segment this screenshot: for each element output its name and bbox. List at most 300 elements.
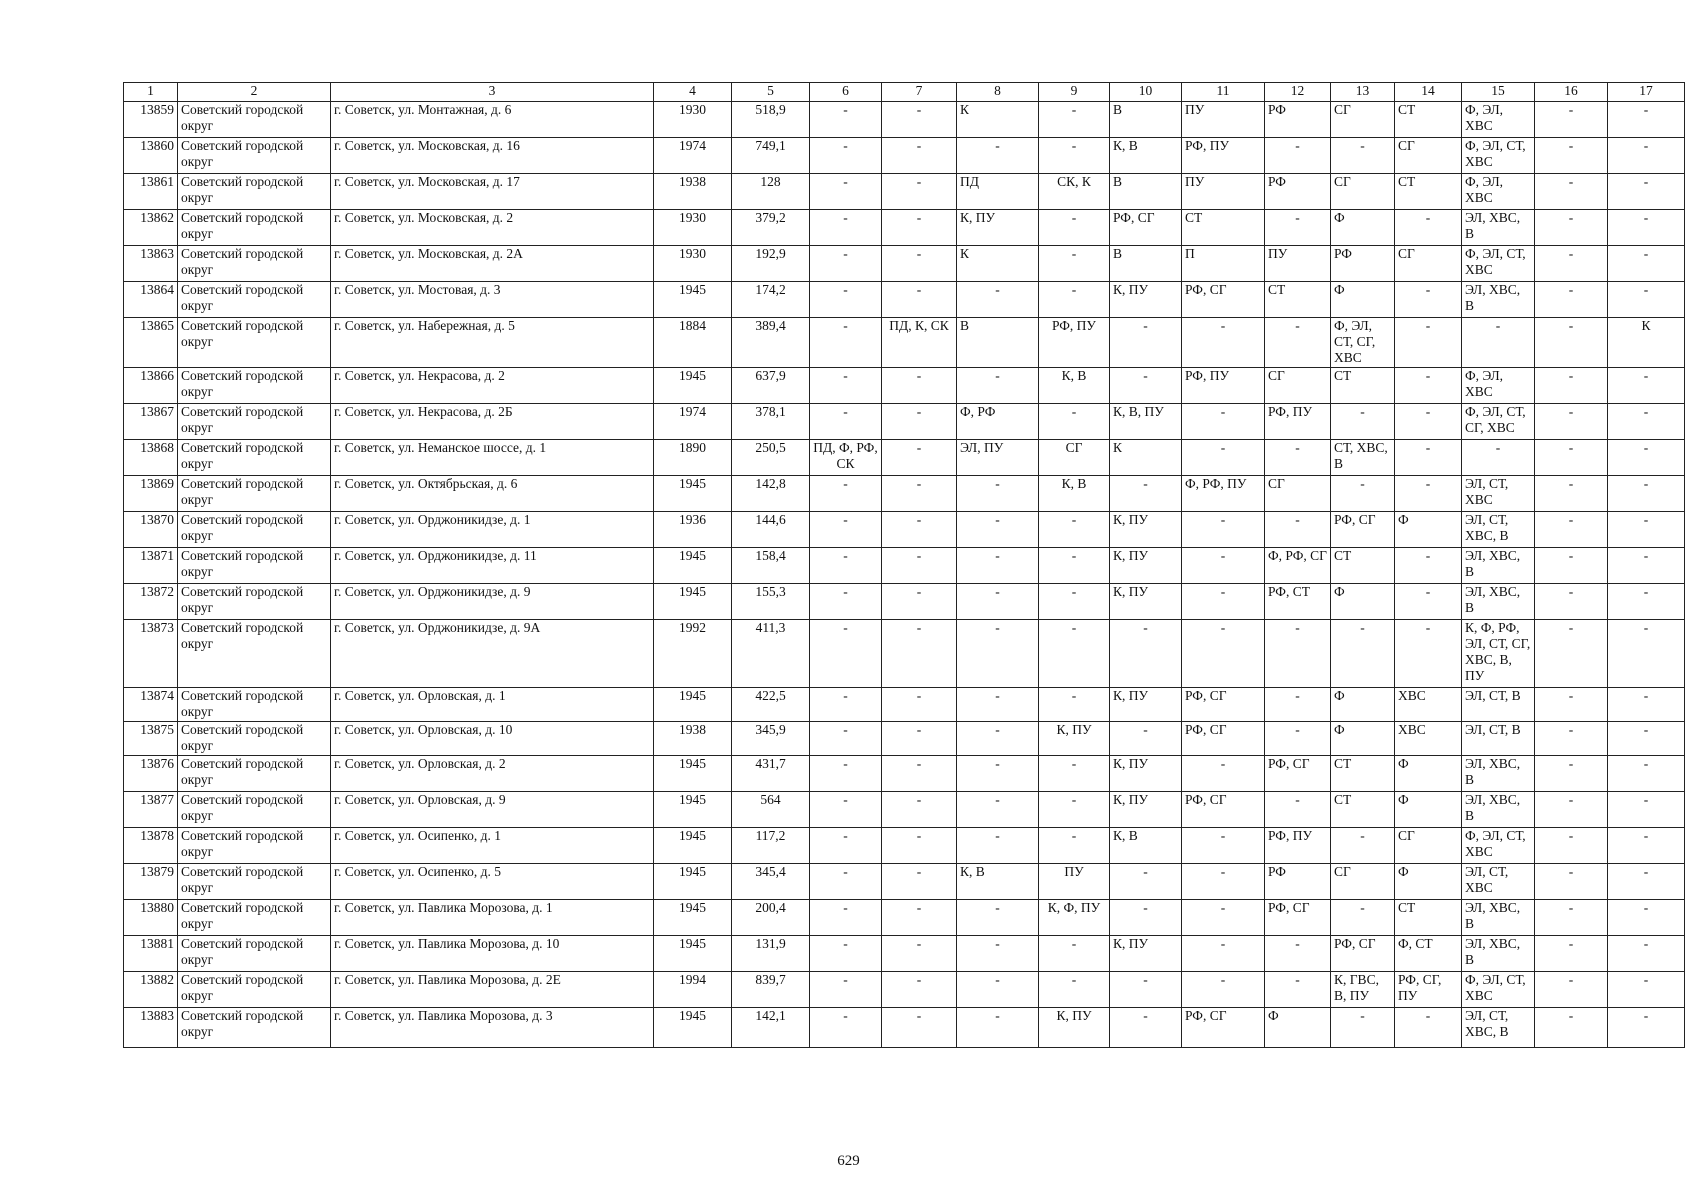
column-header: 4 xyxy=(654,83,732,102)
table-cell: - xyxy=(1535,900,1608,936)
table-cell: г. Советск, ул. Орджоникидзе, д. 9А xyxy=(331,620,654,688)
table-cell: ЭЛ, ХВС, В xyxy=(1462,900,1535,936)
table-cell: ЭЛ, ХВС, В xyxy=(1462,584,1535,620)
table-cell: 1945 xyxy=(654,282,732,318)
table-cell: г. Советск, ул. Павлика Морозова, д. 2Е xyxy=(331,972,654,1008)
table-cell: г. Советск, ул. Некрасова, д. 2Б xyxy=(331,404,654,440)
table-cell: - xyxy=(957,828,1039,864)
table-cell: 155,3 xyxy=(732,584,810,620)
table-cell: ПУ xyxy=(1182,174,1265,210)
table-cell: - xyxy=(1608,620,1685,688)
table-cell: 13869 xyxy=(124,476,178,512)
table-cell: - xyxy=(810,756,882,792)
table-cell: 1945 xyxy=(654,548,732,584)
table-cell: - xyxy=(1608,138,1685,174)
table-cell: К, В xyxy=(957,864,1039,900)
table-cell: 13865 xyxy=(124,318,178,368)
table-row xyxy=(124,210,1685,246)
table-row xyxy=(124,404,1685,440)
table-cell: - xyxy=(882,282,957,318)
table-cell: К, ПУ xyxy=(1110,512,1182,548)
table-cell: СТ xyxy=(1331,368,1395,404)
table-cell: - xyxy=(1039,792,1110,828)
table-cell: 1945 xyxy=(654,792,732,828)
table-cell: СГ xyxy=(1395,138,1462,174)
table-cell: Советский городской округ xyxy=(178,936,331,972)
table-cell: - xyxy=(1608,584,1685,620)
table-row xyxy=(124,620,1685,688)
column-header: 9 xyxy=(1039,83,1110,102)
table-cell: - xyxy=(1110,900,1182,936)
column-header: 5 xyxy=(732,83,810,102)
table-cell: - xyxy=(882,584,957,620)
table-cell: К, ПУ xyxy=(1110,688,1182,722)
table-cell: В xyxy=(957,318,1039,368)
table-cell: - xyxy=(957,282,1039,318)
table-cell: СТ xyxy=(1395,102,1462,138)
table-cell: РФ xyxy=(1265,102,1331,138)
table-row xyxy=(124,864,1685,900)
column-header: 14 xyxy=(1395,83,1462,102)
table-cell: - xyxy=(810,936,882,972)
table-cell: - xyxy=(1265,722,1331,756)
table-cell: К, ПУ xyxy=(1110,792,1182,828)
table-cell: г. Советск, ул. Орловская, д. 10 xyxy=(331,722,654,756)
table-cell: - xyxy=(810,246,882,282)
table-cell: Ф, СТ xyxy=(1395,936,1462,972)
table-cell: К xyxy=(957,102,1039,138)
table-header-row xyxy=(124,83,1685,102)
table-cell: 1930 xyxy=(654,102,732,138)
table-row xyxy=(124,548,1685,584)
table-cell: - xyxy=(1182,756,1265,792)
table-cell: РФ, СГ xyxy=(1331,936,1395,972)
table-cell: - xyxy=(1265,512,1331,548)
table-cell: СГ xyxy=(1039,440,1110,476)
table-cell: - xyxy=(957,476,1039,512)
table-cell: 1945 xyxy=(654,1008,732,1048)
table-cell: Советский городской округ xyxy=(178,318,331,368)
table-cell: - xyxy=(1039,282,1110,318)
table-cell: - xyxy=(1535,440,1608,476)
table-cell: РФ xyxy=(1331,246,1395,282)
table-cell: 13878 xyxy=(124,828,178,864)
table-cell: Ф, ЭЛ, СТ, ХВС xyxy=(1462,138,1535,174)
table-cell: - xyxy=(1608,722,1685,756)
table-cell: г. Советск, ул. Орджоникидзе, д. 9 xyxy=(331,584,654,620)
table-cell: - xyxy=(1608,792,1685,828)
table-cell: - xyxy=(1395,368,1462,404)
table-cell: - xyxy=(1039,828,1110,864)
table-cell: СТ xyxy=(1395,174,1462,210)
table-cell: РФ, ПУ xyxy=(1265,828,1331,864)
table-cell: 1930 xyxy=(654,246,732,282)
table-cell: - xyxy=(882,138,957,174)
table-cell: - xyxy=(1535,246,1608,282)
table-cell: - xyxy=(1331,404,1395,440)
table-cell: - xyxy=(1039,512,1110,548)
table-cell: Советский городской округ xyxy=(178,722,331,756)
table-cell: Советский городской округ xyxy=(178,548,331,584)
table-cell: - xyxy=(1608,756,1685,792)
table-cell: ПД, Ф, РФ, СК xyxy=(810,440,882,476)
table-cell: - xyxy=(1039,246,1110,282)
table-cell: - xyxy=(1182,548,1265,584)
table-cell: К, В xyxy=(1039,368,1110,404)
table-cell: - xyxy=(1039,548,1110,584)
column-header: 15 xyxy=(1462,83,1535,102)
table-cell: 1945 xyxy=(654,476,732,512)
table-cell: г. Советск, ул. Неманское шоссе, д. 1 xyxy=(331,440,654,476)
table-cell: - xyxy=(1182,512,1265,548)
table-cell: - xyxy=(1110,864,1182,900)
table-cell: ЭЛ, ХВС, В xyxy=(1462,548,1535,584)
table-cell: - xyxy=(810,138,882,174)
column-header: 10 xyxy=(1110,83,1182,102)
table-cell: - xyxy=(1110,722,1182,756)
table-cell: - xyxy=(1535,620,1608,688)
table-cell: - xyxy=(1535,756,1608,792)
table-cell: - xyxy=(1608,864,1685,900)
table-cell: 13867 xyxy=(124,404,178,440)
table-cell: К, В, ПУ xyxy=(1110,404,1182,440)
table-cell: - xyxy=(1110,368,1182,404)
table-cell: - xyxy=(1331,138,1395,174)
table-cell: 13874 xyxy=(124,688,178,722)
table-cell: ЭЛ, ХВС, В xyxy=(1462,792,1535,828)
table-cell: - xyxy=(1331,620,1395,688)
table-cell: К, ГВС, В, ПУ xyxy=(1331,972,1395,1008)
table-cell: - xyxy=(810,318,882,368)
table-row xyxy=(124,138,1685,174)
table-cell: - xyxy=(810,972,882,1008)
table-row xyxy=(124,174,1685,210)
table-cell: г. Советск, ул. Московская, д. 17 xyxy=(331,174,654,210)
table-cell: Советский городской округ xyxy=(178,688,331,722)
table-cell: - xyxy=(1265,688,1331,722)
table-cell: - xyxy=(1395,620,1462,688)
table-cell: - xyxy=(810,688,882,722)
table-cell: 192,9 xyxy=(732,246,810,282)
table-cell: - xyxy=(810,900,882,936)
table-cell: Советский городской округ xyxy=(178,900,331,936)
table-cell: 142,8 xyxy=(732,476,810,512)
table-cell: - xyxy=(1608,102,1685,138)
table-row xyxy=(124,282,1685,318)
table-cell: - xyxy=(810,548,882,584)
table-cell: г. Советск, ул. Павлика Морозова, д. 3 xyxy=(331,1008,654,1048)
table-cell: Ф, ЭЛ, СТ, ХВС xyxy=(1462,828,1535,864)
table-cell: - xyxy=(1331,1008,1395,1048)
table-cell: - xyxy=(1265,210,1331,246)
table-cell: г. Советск, ул. Орджоникидзе, д. 1 xyxy=(331,512,654,548)
table-cell: ЭЛ, ХВС, В xyxy=(1462,282,1535,318)
table-cell: ЭЛ, СТ, ХВС xyxy=(1462,476,1535,512)
table-cell: - xyxy=(1535,210,1608,246)
table-cell: СГ xyxy=(1265,368,1331,404)
table-cell: 142,1 xyxy=(732,1008,810,1048)
table-cell: - xyxy=(1182,584,1265,620)
table-cell: - xyxy=(1039,936,1110,972)
table-cell: Ф xyxy=(1395,512,1462,548)
table-cell: - xyxy=(1395,440,1462,476)
table-cell: - xyxy=(1265,440,1331,476)
table-cell: 13876 xyxy=(124,756,178,792)
table-cell: 411,3 xyxy=(732,620,810,688)
table-cell: - xyxy=(1182,620,1265,688)
table-cell: - xyxy=(1039,972,1110,1008)
table-cell: К xyxy=(1110,440,1182,476)
table-cell: Советский городской округ xyxy=(178,246,331,282)
column-header: 8 xyxy=(957,83,1039,102)
table-cell: 637,9 xyxy=(732,368,810,404)
table-cell: - xyxy=(882,1008,957,1048)
table-body xyxy=(124,102,1685,1048)
table-row xyxy=(124,792,1685,828)
table-cell: РФ, СГ xyxy=(1182,282,1265,318)
table-row xyxy=(124,368,1685,404)
table-cell: - xyxy=(1395,584,1462,620)
table-cell: Ф xyxy=(1331,688,1395,722)
table-cell: 13859 xyxy=(124,102,178,138)
table-cell: 13879 xyxy=(124,864,178,900)
table-cell: - xyxy=(1535,548,1608,584)
table-cell: Ф xyxy=(1395,756,1462,792)
page-number: 629 xyxy=(837,1153,860,1169)
table-cell: ЭЛ, СТ, ХВС, В xyxy=(1462,1008,1535,1048)
table-cell: РФ xyxy=(1265,864,1331,900)
table-cell: г. Советск, ул. Мостовая, д. 3 xyxy=(331,282,654,318)
table-cell: - xyxy=(1608,548,1685,584)
table-cell: - xyxy=(882,688,957,722)
table-cell: - xyxy=(810,210,882,246)
table-row xyxy=(124,476,1685,512)
table-cell: СТ xyxy=(1331,792,1395,828)
table-cell: - xyxy=(1608,476,1685,512)
table-cell: - xyxy=(810,584,882,620)
table-row xyxy=(124,756,1685,792)
table-cell: 13882 xyxy=(124,972,178,1008)
table-cell: ЭЛ, СТ, ХВС xyxy=(1462,864,1535,900)
table-cell: ЭЛ, СТ, В xyxy=(1462,688,1535,722)
column-header: 7 xyxy=(882,83,957,102)
table-cell: - xyxy=(957,512,1039,548)
table-cell: 749,1 xyxy=(732,138,810,174)
table-cell: 1945 xyxy=(654,368,732,404)
table-cell: - xyxy=(882,620,957,688)
table-cell: 13862 xyxy=(124,210,178,246)
table-cell: К, Ф, ПУ xyxy=(1039,900,1110,936)
table-cell: 1945 xyxy=(654,900,732,936)
table-cell: - xyxy=(1608,972,1685,1008)
table-cell: - xyxy=(957,756,1039,792)
table-cell: 158,4 xyxy=(732,548,810,584)
table-row xyxy=(124,972,1685,1008)
table-cell: 1938 xyxy=(654,174,732,210)
table-cell: РФ, СГ xyxy=(1182,688,1265,722)
table-cell: 13861 xyxy=(124,174,178,210)
table-cell: - xyxy=(1608,440,1685,476)
table-cell: 1938 xyxy=(654,722,732,756)
table-cell: К, ПУ xyxy=(1110,548,1182,584)
table-cell: Советский городской округ xyxy=(178,828,331,864)
table-cell: 13880 xyxy=(124,900,178,936)
table-cell: ЭЛ, ХВС, В xyxy=(1462,756,1535,792)
table-row xyxy=(124,512,1685,548)
table-cell: ЭЛ, ХВС, В xyxy=(1462,210,1535,246)
table-cell: 13863 xyxy=(124,246,178,282)
table-cell: 1890 xyxy=(654,440,732,476)
table-cell: СТ xyxy=(1265,282,1331,318)
table-cell: 13870 xyxy=(124,512,178,548)
table-cell: РФ, СГ xyxy=(1265,756,1331,792)
table-cell: Ф, ЭЛ, СТ, СГ, ХВС xyxy=(1331,318,1395,368)
table-cell: - xyxy=(882,972,957,1008)
table-cell: - xyxy=(1265,972,1331,1008)
table-cell: 378,1 xyxy=(732,404,810,440)
table-row xyxy=(124,584,1685,620)
table-cell: - xyxy=(1535,404,1608,440)
table-cell: СГ xyxy=(1331,864,1395,900)
table-cell: - xyxy=(1535,688,1608,722)
table-cell: - xyxy=(1039,688,1110,722)
table-cell: 13860 xyxy=(124,138,178,174)
table-cell: 1945 xyxy=(654,584,732,620)
table-cell: - xyxy=(882,246,957,282)
table-cell: г. Советск, ул. Московская, д. 16 xyxy=(331,138,654,174)
table-cell: 1945 xyxy=(654,864,732,900)
table-cell: ХВС xyxy=(1395,688,1462,722)
table-cell: - xyxy=(1535,792,1608,828)
table-cell: - xyxy=(882,210,957,246)
column-header: 2 xyxy=(178,83,331,102)
table-cell: РФ, СГ xyxy=(1110,210,1182,246)
table-cell: - xyxy=(1331,900,1395,936)
table-cell: - xyxy=(882,722,957,756)
table-cell: - xyxy=(1110,318,1182,368)
table-cell: 13873 xyxy=(124,620,178,688)
table-cell: - xyxy=(1395,548,1462,584)
column-header: 17 xyxy=(1608,83,1685,102)
table-cell: 1945 xyxy=(654,688,732,722)
table-cell: - xyxy=(1039,210,1110,246)
table-cell: Ф, ЭЛ, ХВС xyxy=(1462,174,1535,210)
table-cell: г. Советск, ул. Орджоникидзе, д. 11 xyxy=(331,548,654,584)
table-cell: - xyxy=(810,174,882,210)
table-cell: - xyxy=(882,900,957,936)
table-cell: 131,9 xyxy=(732,936,810,972)
table-cell: Ф, РФ, СГ xyxy=(1265,548,1331,584)
table-cell: Ф xyxy=(1395,792,1462,828)
table-cell: К, ПУ xyxy=(1110,584,1182,620)
table-cell: г. Советск, ул. Орловская, д. 2 xyxy=(331,756,654,792)
table-cell: СГ xyxy=(1331,174,1395,210)
table-cell: Ф, ЭЛ, СТ, ХВС xyxy=(1462,972,1535,1008)
table-row xyxy=(124,900,1685,936)
table-cell: - xyxy=(810,512,882,548)
table-cell: РФ, СГ xyxy=(1182,792,1265,828)
table-cell: - xyxy=(957,688,1039,722)
table-cell: - xyxy=(882,756,957,792)
table-cell: Советский городской округ xyxy=(178,792,331,828)
table-cell: - xyxy=(1608,368,1685,404)
table-cell: 1945 xyxy=(654,936,732,972)
table-cell: - xyxy=(882,936,957,972)
table-cell: г. Советск, ул. Октябрьская, д. 6 xyxy=(331,476,654,512)
table-row xyxy=(124,936,1685,972)
table-cell: - xyxy=(810,1008,882,1048)
table-cell: - xyxy=(1182,936,1265,972)
table-cell: 1974 xyxy=(654,138,732,174)
table-cell: 13871 xyxy=(124,548,178,584)
table-cell: РФ, ПУ xyxy=(1265,404,1331,440)
table-cell: Советский городской округ xyxy=(178,972,331,1008)
table-cell: К, ПУ xyxy=(957,210,1039,246)
table-cell: Ф, ЭЛ, СТ, ХВС xyxy=(1462,246,1535,282)
table-cell: К, Ф, РФ, ЭЛ, СТ, СГ, ХВС, В, ПУ xyxy=(1462,620,1535,688)
table-cell: К xyxy=(957,246,1039,282)
table-cell: 13877 xyxy=(124,792,178,828)
table-cell: РФ, СГ xyxy=(1331,512,1395,548)
table-cell: - xyxy=(810,404,882,440)
table-cell: ПУ xyxy=(1039,864,1110,900)
table-cell: Ф xyxy=(1331,210,1395,246)
table-cell: 13864 xyxy=(124,282,178,318)
table-cell: 13881 xyxy=(124,936,178,972)
table-cell: ПД, К, СК xyxy=(882,318,957,368)
table-cell: - xyxy=(957,138,1039,174)
table-cell: СГ xyxy=(1265,476,1331,512)
table-cell: - xyxy=(1608,688,1685,722)
table-cell: - xyxy=(1535,174,1608,210)
table-cell: 564 xyxy=(732,792,810,828)
table-cell: г. Советск, ул. Павлика Морозова, д. 10 xyxy=(331,936,654,972)
table-cell: Советский городской округ xyxy=(178,584,331,620)
table-cell: РФ, ПУ xyxy=(1182,138,1265,174)
table-cell: К, В xyxy=(1110,828,1182,864)
table-cell: - xyxy=(1608,210,1685,246)
table-cell: - xyxy=(1535,972,1608,1008)
table-cell: СГ xyxy=(1395,246,1462,282)
table-cell: - xyxy=(1331,828,1395,864)
table-cell: - xyxy=(1608,512,1685,548)
table-cell: 1945 xyxy=(654,756,732,792)
table-cell: 1936 xyxy=(654,512,732,548)
table-cell: Ф, РФ, ПУ xyxy=(1182,476,1265,512)
table-cell: РФ, СГ xyxy=(1182,722,1265,756)
table-cell: - xyxy=(1535,722,1608,756)
table-cell: Советский городской округ xyxy=(178,512,331,548)
table-cell: - xyxy=(1608,404,1685,440)
table-cell: - xyxy=(1608,282,1685,318)
table-cell: 13875 xyxy=(124,722,178,756)
table-cell: Советский городской округ xyxy=(178,620,331,688)
table-cell: РФ, СГ, ПУ xyxy=(1395,972,1462,1008)
table-cell: 1994 xyxy=(654,972,732,1008)
table-cell: 144,6 xyxy=(732,512,810,548)
table-cell: - xyxy=(1182,318,1265,368)
table-cell: - xyxy=(1395,210,1462,246)
table-cell: - xyxy=(810,620,882,688)
table-cell: - xyxy=(957,620,1039,688)
table-cell: г. Советск, ул. Некрасова, д. 2 xyxy=(331,368,654,404)
table-cell: г. Советск, ул. Московская, д. 2 xyxy=(331,210,654,246)
table-cell: - xyxy=(957,584,1039,620)
table-cell: Ф xyxy=(1331,282,1395,318)
column-header: 11 xyxy=(1182,83,1265,102)
table-row xyxy=(124,828,1685,864)
table-cell: - xyxy=(1182,972,1265,1008)
